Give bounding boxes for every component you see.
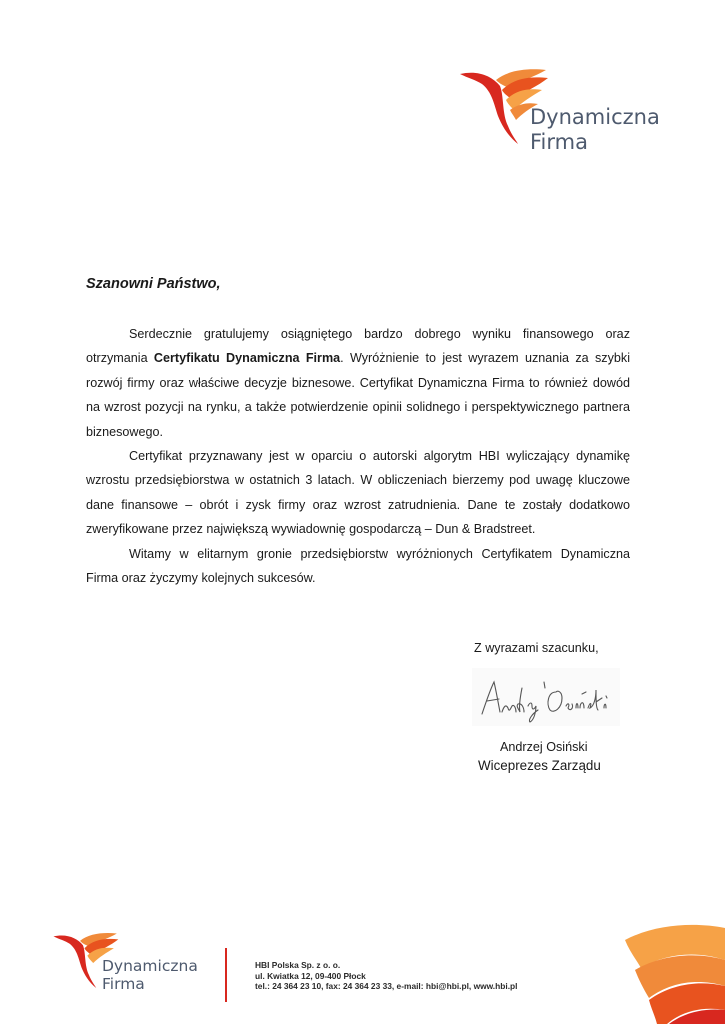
top-logo-word-1: Dynamiczna bbox=[530, 105, 660, 129]
paragraph-1 bbox=[86, 322, 630, 444]
certificate-name: Certyfikatu Dynamiczna Firma bbox=[153, 351, 341, 366]
footer-divider bbox=[225, 948, 227, 1002]
signature bbox=[472, 668, 620, 726]
footer-logo bbox=[52, 930, 222, 996]
footer-address: ul. Kwiatka 12, 09-400 Płock bbox=[255, 970, 366, 981]
corner-decoration bbox=[605, 920, 725, 1024]
footer-contact bbox=[255, 960, 517, 992]
paragraph-3: Witamy w elitarnym gronie przedsiębiorstw wyróżnionych Certyfikatem Dynamiczna Firma oraz życzymy kolejnych sukcesów. bbox=[86, 546, 630, 586]
footer-company: HBI Polska Sp. z o. o. bbox=[255, 960, 341, 970]
letter-body bbox=[86, 322, 630, 590]
signer-title: Wiceprezes Zarządu bbox=[478, 758, 601, 773]
greeting: Szanowni Państwo, bbox=[86, 276, 221, 292]
top-logo-word-2: Firma bbox=[530, 130, 588, 154]
footer-logo-word-2: Firma bbox=[102, 975, 145, 993]
paragraph-2: Certyfikat przyznawany jest w oparciu o autorski algorytm HBI wyliczający dynamikę wzrostu przedsiębiorstwa w ostatnich 3 latach. W obliczeniach bierzemy pod uwagę kluczowe dane finansowe – obrót i zysk firmy oraz wzrost zatrudnienia. Dane te zostały dodatkowo zweryfikowane przez największą wywiadownię gospodarczą – Dun & Bradstreet. bbox=[86, 449, 630, 537]
top-logo bbox=[458, 66, 668, 158]
paragraph-1-end: . Wyróżnienie to jest wyrazem uznania za szybki rozwój firmy oraz właściwe decyzje biznesowe. Certyfikat Dynamiczna Firma to również dowód na wzrost pozycji na rynku, a także potwierdzenie opinii solidnego i perspektywicznego partnera biznesowego. bbox=[86, 351, 631, 439]
signer-name: Andrzej Osiński bbox=[500, 740, 588, 754]
closing: Z wyrazami szacunku, bbox=[474, 641, 599, 655]
paragraph-1-start: Serdecznie gratulujemy osiągniętego bardzo dobrego wyniku finansowego oraz otrzymania bbox=[86, 327, 630, 366]
decorative-wave-icon bbox=[605, 920, 725, 1024]
footer-logo-word-1: Dynamiczna bbox=[102, 957, 198, 975]
handwritten-signature-icon bbox=[472, 668, 620, 726]
footer-contact-line: tel.: 24 364 23 10, fax: 24 364 23 33, e-mail: hbi@hbi.pl, www.hbi.pl bbox=[255, 981, 518, 991]
